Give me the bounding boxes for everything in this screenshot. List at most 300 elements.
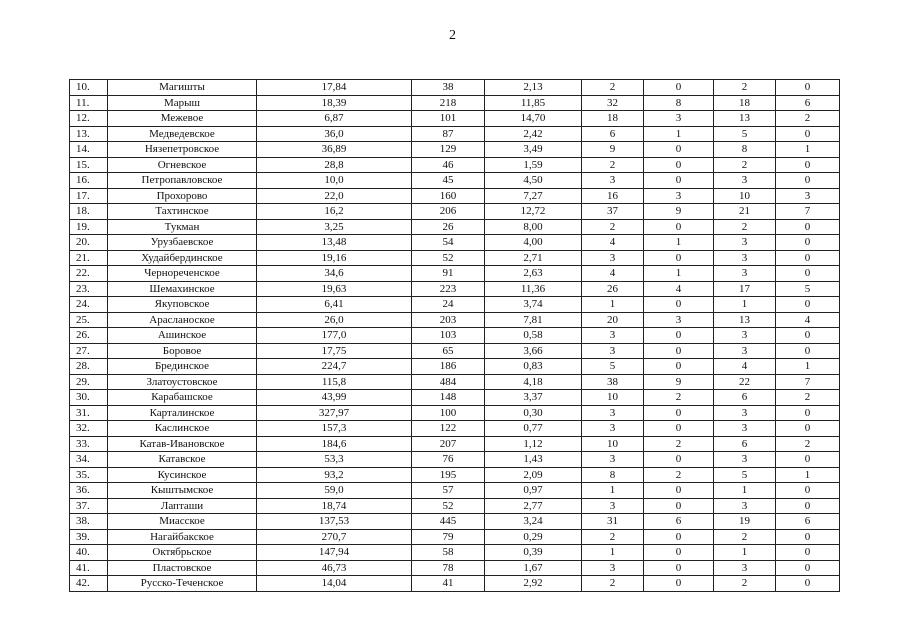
density-cell: 3,24: [485, 514, 582, 530]
table-row: [70, 80, 840, 96]
table-row: [70, 390, 840, 406]
name-cell: Октябрьское: [108, 545, 257, 561]
area-cell: 36,0: [257, 126, 412, 142]
value-cell: 5: [714, 467, 776, 483]
value-cell: 3: [714, 560, 776, 576]
area-cell: 19,16: [257, 250, 412, 266]
density-cell: 0,30: [485, 405, 582, 421]
area-cell: 16,2: [257, 204, 412, 220]
table-row: [70, 576, 840, 592]
table-row: [70, 359, 840, 375]
name-cell: Златоустовское: [108, 374, 257, 390]
row-number-cell: 37.: [70, 498, 108, 514]
value-cell: 0: [776, 498, 840, 514]
value-cell: 3: [714, 250, 776, 266]
row-number-cell: 19.: [70, 219, 108, 235]
value-cell: 22: [714, 374, 776, 390]
density-cell: 12,72: [485, 204, 582, 220]
row-number-cell: 33.: [70, 436, 108, 452]
table-row: [70, 343, 840, 359]
value-cell: 0: [776, 297, 840, 313]
row-number-cell: 29.: [70, 374, 108, 390]
value-cell: 17: [714, 281, 776, 297]
population-cell: 58: [412, 545, 485, 561]
value-cell: 0: [776, 483, 840, 499]
value-cell: 1: [714, 545, 776, 561]
density-cell: 4,00: [485, 235, 582, 251]
value-cell: 2: [776, 436, 840, 452]
value-cell: 0: [776, 219, 840, 235]
table-row: [70, 483, 840, 499]
area-cell: 18,74: [257, 498, 412, 514]
row-number-cell: 11.: [70, 95, 108, 111]
row-number-cell: 32.: [70, 421, 108, 437]
density-cell: 1,59: [485, 157, 582, 173]
table-row: [70, 312, 840, 328]
value-cell: 8: [582, 467, 644, 483]
value-cell: 0: [776, 529, 840, 545]
value-cell: 8: [714, 142, 776, 158]
population-cell: 38: [412, 80, 485, 96]
row-number-cell: 28.: [70, 359, 108, 375]
value-cell: 0: [776, 235, 840, 251]
value-cell: 18: [714, 95, 776, 111]
area-cell: 13,48: [257, 235, 412, 251]
density-cell: 1,43: [485, 452, 582, 468]
value-cell: 2: [644, 436, 714, 452]
area-cell: 6,41: [257, 297, 412, 313]
population-cell: 160: [412, 188, 485, 204]
density-cell: 2,42: [485, 126, 582, 142]
name-cell: Петропавловское: [108, 173, 257, 189]
value-cell: 1: [644, 235, 714, 251]
name-cell: Урузбаевское: [108, 235, 257, 251]
value-cell: 2: [582, 576, 644, 592]
value-cell: 2: [582, 219, 644, 235]
value-cell: 1: [582, 297, 644, 313]
density-cell: 2,77: [485, 498, 582, 514]
row-number-cell: 40.: [70, 545, 108, 561]
value-cell: 1: [776, 142, 840, 158]
name-cell: Карабашское: [108, 390, 257, 406]
density-cell: 0,39: [485, 545, 582, 561]
value-cell: 0: [644, 142, 714, 158]
population-cell: 203: [412, 312, 485, 328]
name-cell: Лапташи: [108, 498, 257, 514]
table-row: [70, 498, 840, 514]
density-cell: 3,66: [485, 343, 582, 359]
value-cell: 26: [582, 281, 644, 297]
value-cell: 32: [582, 95, 644, 111]
area-cell: 59,0: [257, 483, 412, 499]
table-row: [70, 111, 840, 127]
area-cell: 46,73: [257, 560, 412, 576]
population-cell: 45: [412, 173, 485, 189]
row-number-cell: 36.: [70, 483, 108, 499]
density-cell: 14,70: [485, 111, 582, 127]
value-cell: 3: [582, 421, 644, 437]
name-cell: Миасское: [108, 514, 257, 530]
density-cell: 0,29: [485, 529, 582, 545]
value-cell: 0: [776, 576, 840, 592]
area-cell: 43,99: [257, 390, 412, 406]
value-cell: 38: [582, 374, 644, 390]
row-number-cell: 27.: [70, 343, 108, 359]
density-cell: 2,09: [485, 467, 582, 483]
row-number-cell: 23.: [70, 281, 108, 297]
name-cell: Шемахинское: [108, 281, 257, 297]
table-row: [70, 266, 840, 282]
population-cell: 87: [412, 126, 485, 142]
value-cell: 0: [644, 498, 714, 514]
population-cell: 76: [412, 452, 485, 468]
table-row: [70, 328, 840, 344]
name-cell: Огневское: [108, 157, 257, 173]
name-cell: Худайбердинское: [108, 250, 257, 266]
name-cell: Ашинское: [108, 328, 257, 344]
value-cell: 2: [582, 529, 644, 545]
value-cell: 2: [714, 219, 776, 235]
value-cell: 0: [644, 576, 714, 592]
area-cell: 184,6: [257, 436, 412, 452]
value-cell: 0: [776, 126, 840, 142]
value-cell: 0: [644, 219, 714, 235]
value-cell: 18: [582, 111, 644, 127]
density-cell: 2,92: [485, 576, 582, 592]
density-cell: 11,85: [485, 95, 582, 111]
value-cell: 0: [644, 545, 714, 561]
value-cell: 6: [714, 390, 776, 406]
value-cell: 3: [714, 343, 776, 359]
value-cell: 3: [582, 498, 644, 514]
value-cell: 0: [644, 529, 714, 545]
name-cell: Катавское: [108, 452, 257, 468]
value-cell: 0: [644, 343, 714, 359]
table-row: [70, 467, 840, 483]
population-cell: 445: [412, 514, 485, 530]
table-row: [70, 545, 840, 561]
value-cell: 0: [776, 328, 840, 344]
value-cell: 6: [714, 436, 776, 452]
value-cell: 0: [644, 80, 714, 96]
density-cell: 3,37: [485, 390, 582, 406]
name-cell: Межевое: [108, 111, 257, 127]
value-cell: 31: [582, 514, 644, 530]
table-row: [70, 514, 840, 530]
value-cell: 0: [776, 405, 840, 421]
area-cell: 28,8: [257, 157, 412, 173]
area-cell: 53,3: [257, 452, 412, 468]
area-cell: 10,0: [257, 173, 412, 189]
value-cell: 6: [776, 95, 840, 111]
density-cell: 0,77: [485, 421, 582, 437]
value-cell: 0: [776, 545, 840, 561]
density-cell: 4,18: [485, 374, 582, 390]
value-cell: 13: [714, 312, 776, 328]
area-cell: 147,94: [257, 545, 412, 561]
value-cell: 3: [714, 452, 776, 468]
value-cell: 0: [644, 421, 714, 437]
value-cell: 2: [714, 157, 776, 173]
value-cell: 3: [714, 421, 776, 437]
value-cell: 3: [582, 405, 644, 421]
area-cell: 18,39: [257, 95, 412, 111]
row-number-cell: 24.: [70, 297, 108, 313]
value-cell: 3: [714, 498, 776, 514]
population-cell: 46: [412, 157, 485, 173]
value-cell: 0: [644, 483, 714, 499]
value-cell: 20: [582, 312, 644, 328]
value-cell: 2: [582, 80, 644, 96]
row-number-cell: 39.: [70, 529, 108, 545]
value-cell: 9: [582, 142, 644, 158]
table-row: [70, 560, 840, 576]
row-number-cell: 41.: [70, 560, 108, 576]
value-cell: 0: [776, 157, 840, 173]
name-cell: Марыш: [108, 95, 257, 111]
table-row: [70, 405, 840, 421]
population-cell: 206: [412, 204, 485, 220]
value-cell: 3: [644, 188, 714, 204]
value-cell: 6: [776, 514, 840, 530]
name-cell: Тахтинское: [108, 204, 257, 220]
population-cell: 57: [412, 483, 485, 499]
value-cell: 0: [776, 250, 840, 266]
population-cell: 41: [412, 576, 485, 592]
area-cell: 17,75: [257, 343, 412, 359]
value-cell: 4: [582, 235, 644, 251]
value-cell: 5: [714, 126, 776, 142]
area-cell: 22,0: [257, 188, 412, 204]
row-number-cell: 12.: [70, 111, 108, 127]
row-number-cell: 31.: [70, 405, 108, 421]
table-row: [70, 421, 840, 437]
density-cell: 1,67: [485, 560, 582, 576]
row-number-cell: 25.: [70, 312, 108, 328]
table-row: [70, 142, 840, 158]
table-row: [70, 157, 840, 173]
value-cell: 3: [582, 173, 644, 189]
value-cell: 3: [714, 266, 776, 282]
area-cell: 224,7: [257, 359, 412, 375]
row-number-cell: 10.: [70, 80, 108, 96]
value-cell: 0: [776, 173, 840, 189]
value-cell: 19: [714, 514, 776, 530]
value-cell: 3: [776, 188, 840, 204]
value-cell: 8: [644, 95, 714, 111]
row-number-cell: 15.: [70, 157, 108, 173]
value-cell: 3: [644, 111, 714, 127]
area-cell: 157,3: [257, 421, 412, 437]
population-cell: 52: [412, 498, 485, 514]
row-number-cell: 13.: [70, 126, 108, 142]
name-cell: Прохорово: [108, 188, 257, 204]
area-cell: 177,0: [257, 328, 412, 344]
value-cell: 0: [644, 452, 714, 468]
row-number-cell: 38.: [70, 514, 108, 530]
table-row: [70, 374, 840, 390]
value-cell: 21: [714, 204, 776, 220]
row-number-cell: 26.: [70, 328, 108, 344]
row-number-cell: 22.: [70, 266, 108, 282]
density-cell: 0,58: [485, 328, 582, 344]
value-cell: 2: [776, 111, 840, 127]
density-cell: 7,27: [485, 188, 582, 204]
area-cell: 93,2: [257, 467, 412, 483]
population-cell: 101: [412, 111, 485, 127]
value-cell: 2: [714, 576, 776, 592]
population-cell: 195: [412, 467, 485, 483]
value-cell: 10: [582, 436, 644, 452]
row-number-cell: 34.: [70, 452, 108, 468]
value-cell: 0: [776, 266, 840, 282]
table-body: [70, 80, 840, 592]
population-cell: 52: [412, 250, 485, 266]
value-cell: 9: [644, 204, 714, 220]
density-cell: 11,36: [485, 281, 582, 297]
value-cell: 4: [644, 281, 714, 297]
table-row: [70, 235, 840, 251]
area-cell: 3,25: [257, 219, 412, 235]
data-table: [69, 79, 840, 592]
name-cell: Медведевское: [108, 126, 257, 142]
area-cell: 137,53: [257, 514, 412, 530]
value-cell: 5: [582, 359, 644, 375]
area-cell: 36,89: [257, 142, 412, 158]
name-cell: Якуповское: [108, 297, 257, 313]
area-cell: 14,04: [257, 576, 412, 592]
population-cell: 148: [412, 390, 485, 406]
value-cell: 37: [582, 204, 644, 220]
value-cell: 0: [776, 343, 840, 359]
density-cell: 0,83: [485, 359, 582, 375]
row-number-cell: 30.: [70, 390, 108, 406]
name-cell: Карталинское: [108, 405, 257, 421]
value-cell: 9: [644, 374, 714, 390]
population-cell: 24: [412, 297, 485, 313]
value-cell: 3: [714, 173, 776, 189]
value-cell: 1: [644, 266, 714, 282]
value-cell: 0: [644, 560, 714, 576]
name-cell: Магишты: [108, 80, 257, 96]
value-cell: 3: [644, 312, 714, 328]
row-number-cell: 18.: [70, 204, 108, 220]
value-cell: 4: [582, 266, 644, 282]
population-cell: 100: [412, 405, 485, 421]
value-cell: 0: [644, 250, 714, 266]
name-cell: Пластовское: [108, 560, 257, 576]
table-row: [70, 436, 840, 452]
area-cell: 6,87: [257, 111, 412, 127]
density-cell: 3,74: [485, 297, 582, 313]
value-cell: 13: [714, 111, 776, 127]
area-cell: 270,7: [257, 529, 412, 545]
density-cell: 1,12: [485, 436, 582, 452]
population-cell: 223: [412, 281, 485, 297]
value-cell: 1: [776, 467, 840, 483]
value-cell: 2: [582, 157, 644, 173]
population-cell: 207: [412, 436, 485, 452]
density-cell: 2,13: [485, 80, 582, 96]
value-cell: 1: [776, 359, 840, 375]
population-cell: 26: [412, 219, 485, 235]
area-cell: 17,84: [257, 80, 412, 96]
density-cell: 7,81: [485, 312, 582, 328]
area-cell: 115,8: [257, 374, 412, 390]
value-cell: 10: [714, 188, 776, 204]
row-number-cell: 42.: [70, 576, 108, 592]
value-cell: 1: [582, 545, 644, 561]
value-cell: 2: [714, 80, 776, 96]
value-cell: 0: [776, 560, 840, 576]
value-cell: 3: [714, 328, 776, 344]
value-cell: 0: [776, 452, 840, 468]
row-number-cell: 21.: [70, 250, 108, 266]
table-row: [70, 219, 840, 235]
value-cell: 16: [582, 188, 644, 204]
name-cell: Нагайбакское: [108, 529, 257, 545]
row-number-cell: 20.: [70, 235, 108, 251]
value-cell: 2: [644, 467, 714, 483]
density-cell: 8,00: [485, 219, 582, 235]
value-cell: 3: [582, 343, 644, 359]
value-cell: 3: [582, 452, 644, 468]
value-cell: 3: [582, 328, 644, 344]
value-cell: 4: [776, 312, 840, 328]
name-cell: Кусинское: [108, 467, 257, 483]
row-number-cell: 35.: [70, 467, 108, 483]
value-cell: 2: [776, 390, 840, 406]
name-cell: Чернореченское: [108, 266, 257, 282]
area-cell: 34,6: [257, 266, 412, 282]
value-cell: 0: [776, 80, 840, 96]
value-cell: 7: [776, 374, 840, 390]
area-cell: 327,97: [257, 405, 412, 421]
value-cell: 4: [714, 359, 776, 375]
value-cell: 2: [644, 390, 714, 406]
table-row: [70, 452, 840, 468]
density-cell: 0,97: [485, 483, 582, 499]
table-row: [70, 126, 840, 142]
name-cell: Тукман: [108, 219, 257, 235]
population-cell: 129: [412, 142, 485, 158]
area-cell: 26,0: [257, 312, 412, 328]
table-row: [70, 297, 840, 313]
table-row: [70, 250, 840, 266]
table-row: [70, 95, 840, 111]
table-row: [70, 204, 840, 220]
value-cell: 0: [776, 421, 840, 437]
name-cell: Катав-Ивановское: [108, 436, 257, 452]
population-cell: 65: [412, 343, 485, 359]
table-row: [70, 529, 840, 545]
name-cell: Русско-Теченское: [108, 576, 257, 592]
table-row: [70, 173, 840, 189]
area-cell: 19,63: [257, 281, 412, 297]
value-cell: 1: [582, 483, 644, 499]
population-cell: 103: [412, 328, 485, 344]
density-cell: 4,50: [485, 173, 582, 189]
page-number: 2: [449, 28, 456, 43]
name-cell: Нязепетровское: [108, 142, 257, 158]
population-cell: 79: [412, 529, 485, 545]
population-cell: 78: [412, 560, 485, 576]
value-cell: 0: [644, 157, 714, 173]
value-cell: 2: [714, 529, 776, 545]
name-cell: Кыштымское: [108, 483, 257, 499]
value-cell: 6: [582, 126, 644, 142]
density-cell: 2,63: [485, 266, 582, 282]
